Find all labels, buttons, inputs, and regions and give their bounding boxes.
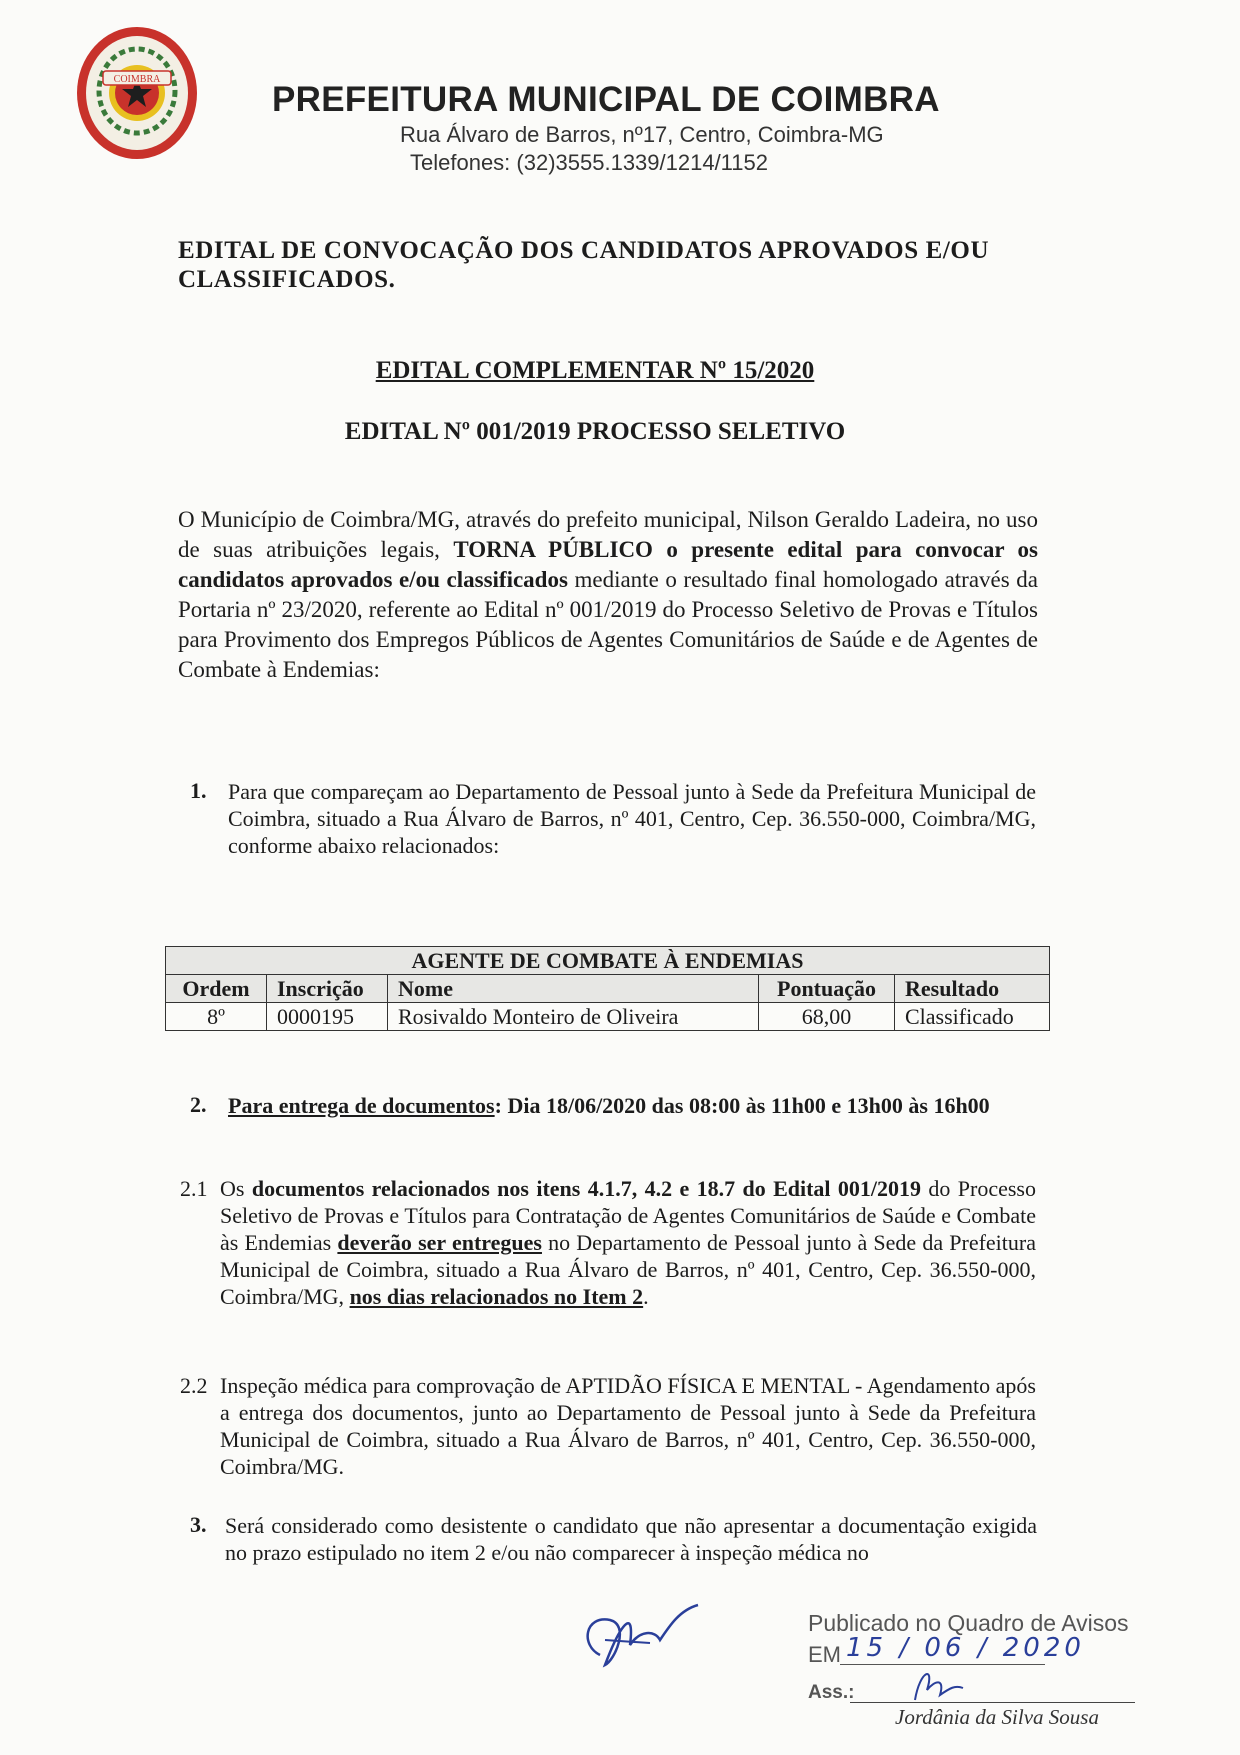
cell-resultado: Classificado [895,1003,1050,1031]
item-2-text [228,1092,1036,1119]
cell-inscricao: 0000195 [267,1003,388,1031]
col-header-nome: Nome [388,975,759,1003]
item-2-1-t2: documentos relacionados nos itens 4.1.7, 4.2 e 18.7 do Edital 001/2019 [251,1176,922,1201]
cell-pontuacao: 68,00 [759,1003,895,1031]
edital-complementar-title: EDITAL COMPLEMENTAR Nº 15/2020 [375,357,815,384]
item-2-1-t7: . [643,1284,649,1309]
intro-text-1: O Município de Coimbra/MG, através do prefeito municipal, Nilson Geraldo Ladeira, no uso de suas atribuições legais, [178,507,1038,562]
item-2-1-t3: do Processo Seletivo de Provas e Títulos para Contratação de Agentes Comunitários de Saúde e Combate às Endemias [220,1176,1036,1255]
document-title-line1: EDITAL DE CONVOCAÇÃO DOS CANDIDATOS APROVADOS E/OU [178,237,990,264]
stamp-ass-label: Ass.: [808,1682,855,1703]
item-2-1-t4: deverão ser entregues [337,1230,542,1255]
table-row [166,1003,1050,1031]
org-address: Rua Álvaro de Barros, nº17, Centro, Coimbra-MG [400,122,884,147]
document-title-line2: CLASSIFICADOS. [178,266,396,293]
stamp-date: 15 / 06 / 2020 [846,1633,1085,1663]
item-2-1-number: 2.1 [180,1176,208,1201]
col-header-ordem: Ordem [166,975,267,1003]
item-1-text: Para que compareçam ao Departamento de Pessoal junto à Sede da Prefeitura Municipal de Coimbra, situado a Rua Álvaro de Barros, nº 401, Centro, Cep. 36.550-000, Coimbra/MG, conforme abaixo relacionados: [228,779,1036,858]
stamp-em-label: EM [808,1642,841,1667]
item-2-1-t1: Os [220,1176,252,1201]
col-header-inscricao: Inscrição [267,975,388,1003]
published-stamp-text: Publicado no Quadro de Avisos [808,1610,1129,1636]
mayor-signature-icon [560,1585,700,1680]
table-caption: AGENTE DE COMBATE À ENDEMIAS [166,947,1050,975]
item-2-1-t6: nos dias relacionados no Item 2 [349,1284,644,1309]
item-1-number: 1. [190,778,207,803]
item-2-label: Para entrega de documentos [228,1093,495,1118]
item-3-text: Será considerado como desistente o candidato que não apresentar a documentação exigida no prazo estipulado no item 2 e/ou não comparecer à inspeção médica no [225,1513,1037,1565]
item-2-number: 2. [190,1092,207,1117]
item-2-schedule: : Dia 18/06/2020 das 08:00 às 11h00 e 13h00 às 16h00 [494,1093,990,1118]
item-3-number: 3. [190,1512,207,1537]
stamp-signer-name: Jordânia da Silva Sousa [895,1705,1099,1729]
seal-text: COIMBRA [113,74,161,85]
item-2-2-number: 2.2 [180,1373,208,1398]
cell-nome: Rosivaldo Monteiro de Oliveira [388,1003,759,1031]
col-header-resultado: Resultado [895,975,1050,1003]
stamp-signature-line [850,1702,1135,1703]
org-name: PREFEITURA MUNICIPAL DE COIMBRA [272,80,940,119]
municipal-seal-icon [75,25,199,161]
item-2-1-t5: no Departamento de Pessoal junto à Sede da Prefeitura Municipal de Coimbra, situado a Rua Álvaro de Barros, nº 401, Centro, Cep. 36.550-000, Coimbra/MG, [220,1230,1036,1309]
candidates-table [165,946,1050,1031]
org-phones: Telefones: (32)3555.1339/1214/1152 [410,150,768,175]
col-header-pontuacao: Pontuação [759,975,895,1003]
cell-ordem: 8º [166,1003,267,1031]
intro-paragraph [178,505,1038,685]
item-2-2-text: Inspeção médica para comprovação de APTIDÃO FÍSICA E MENTAL - Agendamento após a entrega dos documentos, junto ao Departamento de Pessoal junto à Sede da Prefeitura Municipal de Coimbra, situado a Rua Álvaro de Barros, nº 401, Centro, Cep. 36.550-000, Coimbra/MG. [220,1373,1036,1479]
document-title [178,236,1048,294]
item-2-1-text [220,1175,1036,1310]
edital-process-title: EDITAL Nº 001/2019 PROCESSO SELETIVO [344,418,846,445]
intro-text-bold: TORNA PÚBLICO o presente edital para convocar os candidatos aprovados e/ou classificados [178,537,1039,592]
intro-text-2: mediante o resultado final homologado através da Portaria nº 23/2020, referente ao Edital nº 001/2019 do Processo Seletivo de Provas e Títulos para Provimento dos Empregos Públicos de Agentes Comunitários de Saúde e de Agentes de Combate à Endemias: [178,567,1038,682]
